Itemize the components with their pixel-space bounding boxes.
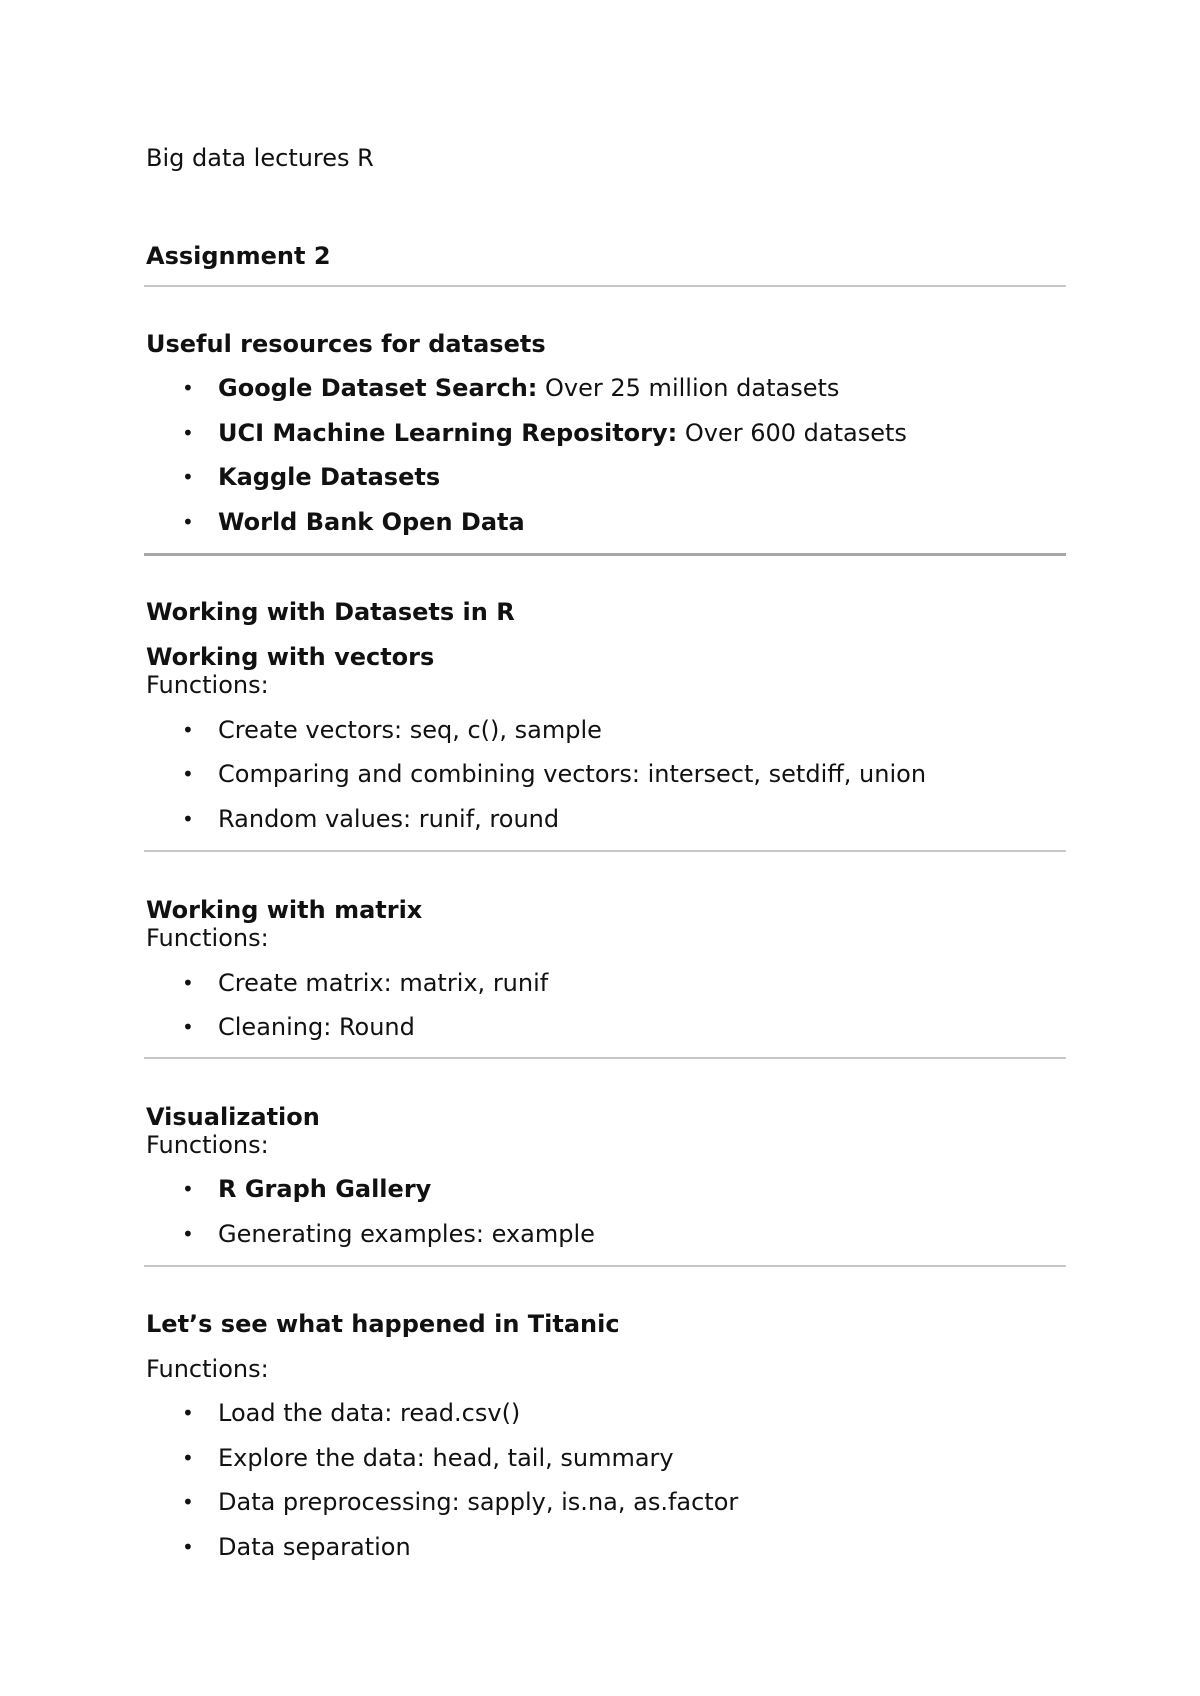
bullet: • bbox=[182, 807, 194, 831]
bullet: • bbox=[182, 1490, 194, 1514]
divider bbox=[144, 1265, 1066, 1267]
bullet: • bbox=[182, 718, 194, 742]
subsection-heading: Working with matrix bbox=[146, 896, 423, 924]
section-heading: Working with Datasets in R bbox=[146, 598, 515, 626]
divider bbox=[144, 285, 1066, 287]
bullet: • bbox=[182, 1401, 194, 1425]
resource-name: World Bank Open Data bbox=[218, 508, 525, 536]
bullet: • bbox=[182, 421, 194, 445]
functions-label: Functions: bbox=[146, 924, 269, 952]
item-text: Create matrix: matrix, runif bbox=[218, 969, 549, 997]
bullet: • bbox=[182, 1535, 194, 1559]
bullet: • bbox=[182, 1177, 194, 1201]
bullet: • bbox=[182, 971, 194, 995]
resource-name: Kaggle Datasets bbox=[218, 463, 441, 491]
subsection-heading: Working with vectors bbox=[146, 643, 435, 671]
divider bbox=[144, 1057, 1066, 1059]
subsection-heading: Visualization bbox=[146, 1103, 320, 1131]
divider bbox=[144, 850, 1066, 852]
functions-label: Functions: bbox=[146, 1131, 269, 1159]
bullet: • bbox=[182, 376, 194, 400]
functions-label: Functions: bbox=[146, 671, 269, 699]
item-bold: R Graph Gallery bbox=[218, 1175, 432, 1203]
bullet: • bbox=[182, 465, 194, 489]
bullet: • bbox=[182, 1015, 194, 1039]
divider bbox=[144, 553, 1066, 556]
bullet: • bbox=[182, 510, 194, 534]
section-heading: Useful resources for datasets bbox=[146, 330, 546, 358]
item-text: Create vectors: seq, c(), sample bbox=[218, 716, 602, 744]
subsection-heading: Let’s see what happened in Titanic bbox=[146, 1310, 620, 1338]
item-text: Random values: runif, round bbox=[218, 805, 560, 833]
functions-label: Functions: bbox=[146, 1355, 269, 1383]
item-text: Generating examples: example bbox=[218, 1220, 595, 1248]
item-text: Data preprocessing: sapply, is.na, as.factor bbox=[218, 1488, 739, 1516]
item-text: Data separation bbox=[218, 1533, 411, 1561]
bullet: • bbox=[182, 1446, 194, 1470]
item-text: Comparing and combining vectors: intersect, setdiff, union bbox=[218, 760, 927, 788]
item-text: Load the data: read.csv() bbox=[218, 1399, 521, 1427]
bullet: • bbox=[182, 1222, 194, 1246]
resource-name: Google Dataset Search: bbox=[218, 374, 538, 402]
assignment-title: Assignment 2 bbox=[146, 242, 331, 270]
course-title: Big data lectures R bbox=[146, 144, 374, 172]
item-text: Cleaning: Round bbox=[218, 1013, 415, 1041]
resource-name: UCI Machine Learning Repository: bbox=[218, 419, 678, 447]
resource-desc: Over 25 million datasets bbox=[537, 374, 840, 402]
resource-desc: Over 600 datasets bbox=[677, 419, 907, 447]
bullet: • bbox=[182, 762, 194, 786]
item-text: Explore the data: head, tail, summary bbox=[218, 1444, 674, 1472]
